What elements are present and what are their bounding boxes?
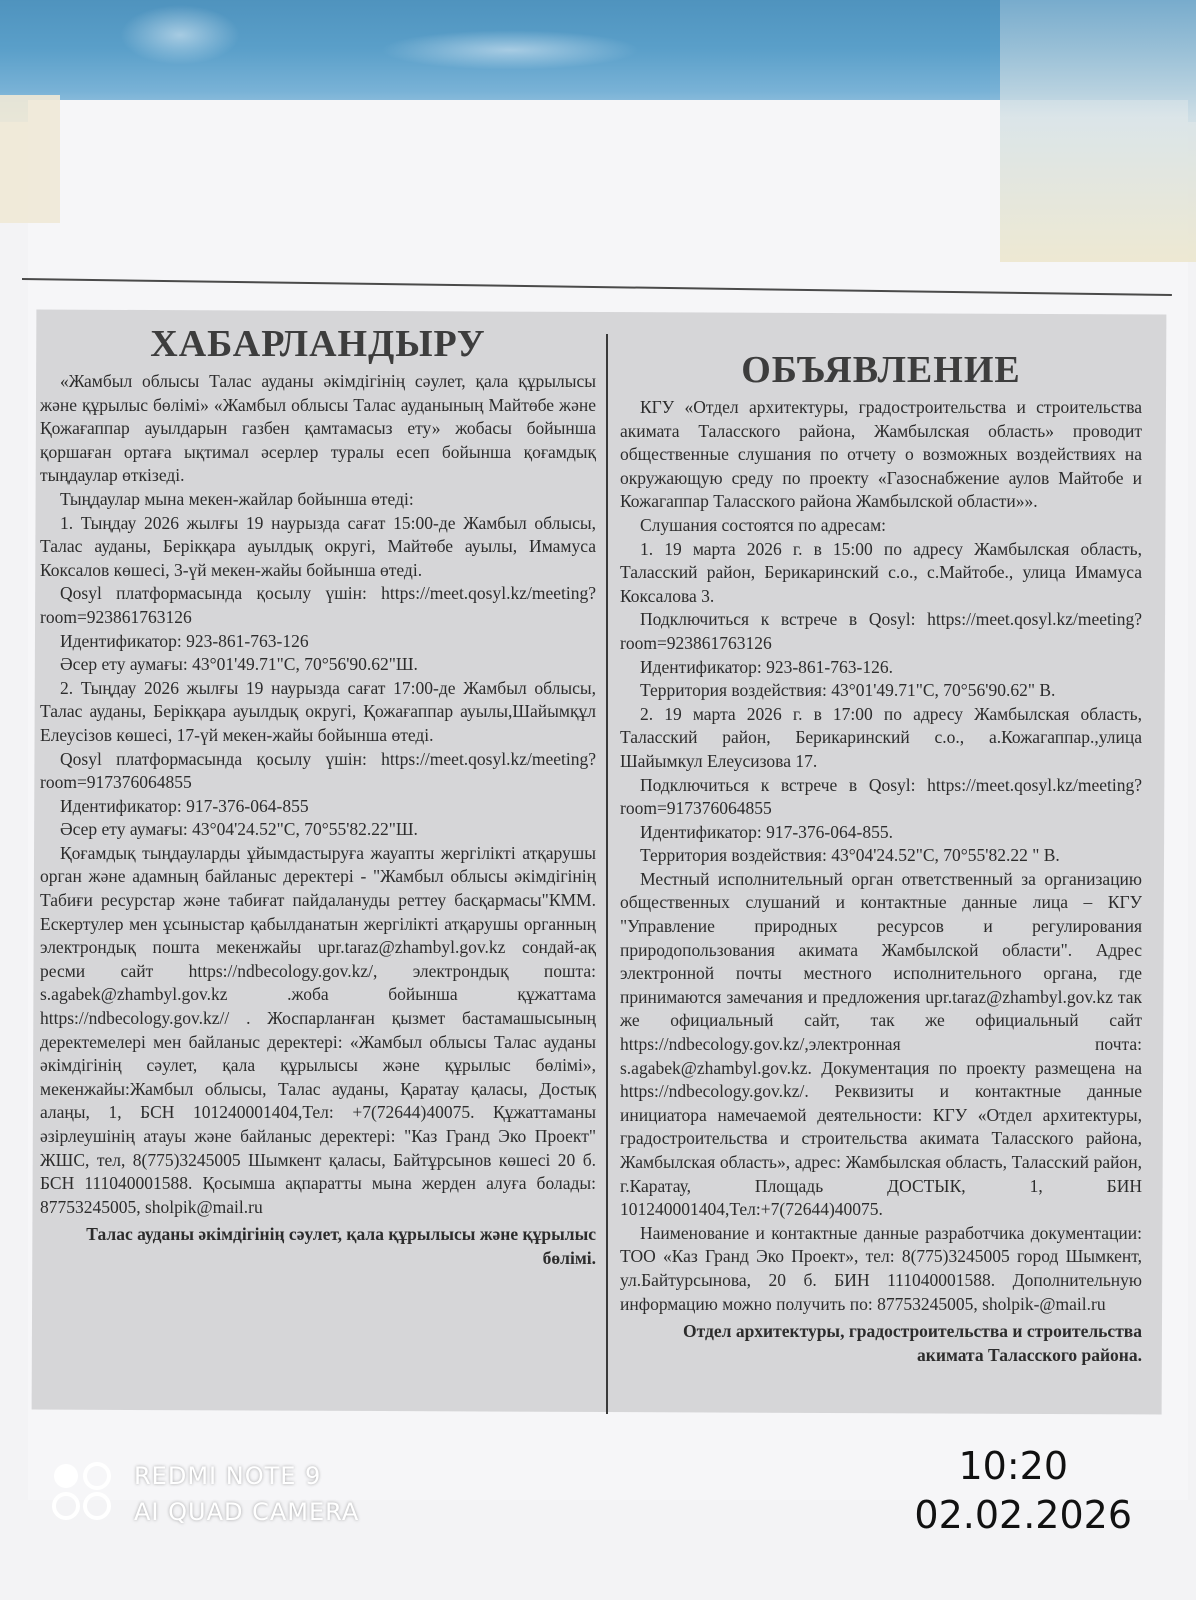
kz-paragraph: Әсер ету аумағы: 43°01'49.71"С, 70°56'90.62"Ш. — [60, 654, 418, 675]
kz-paragraph: Қоғамдық тыңдауларды ұйымдастыруға жауапты жергілікті атқарушы орган және адамның байланыс деректері - "Жамбыл облысы әкімдігінің Табиғи ресурстар және табиғат пайдалануды реттеу басқармасы"КММ. Ескертулер мен ұсыныстар қабылданатын жергілікті атқарушы органның электрондық пошта мекенжайы upr.taraz@zhambyl.gov.kz сондай-ақ ресми сайт https://ndbecology.gov.kz/, электрондық пошта: s.agabek@zhambyl.gov.kz .жоба бойынша құжаттама https://ndbecology.gov.kz// . Жоспарланған қызмет бастамашысының деректемелері мен байланыс деректері: «Жамбыл облысы Талас ауданы әкімдігінің сәулет, қала құрылысы және құрылыс бөлімі», мекенжайы:Жамбыл облысы, Талас ауданы, Қаратау қаласы, Достық алаңы, 1, БСН 101240001404,Тел: +7(72644)40075. Құжаттаманы әзірлеушінің атауы және байланыс деректері: "Каз Гранд Эко Проект" ЖШС, тел, 8(775)3245005 Шымкент қаласы, Байтұрсынов көшесі 20 б. БСН 111040001588. Қосымша ақпаратты мына жерден алуға болады: 87753245005, sholpik@mail.ru — [40, 842, 596, 1217]
tape-left — [0, 95, 60, 223]
ru-paragraph: Подключиться к встрече в Qosyl: https://meet.qosyl.kz/meeting?room=917376064855 — [620, 774, 1142, 819]
kz-paragraph: Qosyl платформасында қосылу үшін: https://meet.qosyl.kz/meeting?room=923861763126 — [40, 583, 596, 627]
kz-paragraph: Тыңдаулар мына мекен-жайлар бойынша өтеді: — [60, 488, 414, 509]
kz-paragraph: 2. Тыңдау 2026 жылғы 19 наурызда сағат 17:00-де Жамбыл облысы, Талас ауданы, Берікқара ауылдық округі, Қожағаппар ауылы,Шайымқұл Елеусізов көшесі, 17-үй мекен-жайы бойынша өтеді. — [40, 677, 596, 745]
ru-paragraph: Территория воздействия: 43°01'49.71"С, 70°56'90.62" В. — [640, 680, 1056, 701]
ru-paragraph: Слушания состоятся по адресам: — [640, 514, 887, 535]
camera-watermark — [52, 1458, 359, 1530]
kz-paragraph: Qosyl платформасында қосылу үшін: https://meet.qosyl.kz/meeting?room=917376064855 — [40, 748, 596, 793]
kz-paragraph: Идентификатор: 917-376-064-855 — [60, 795, 309, 816]
kz-paragraph: Идентификатор: 923-861-763-126 — [60, 630, 309, 651]
column-divider — [606, 334, 608, 1414]
kz-paragraph: «Жамбыл облысы Талас ауданы әкімдігінің сәулет, қала құрылысы және құрылыс бөлімі» «Жамбыл облысы Талас ауданының Майтөбе және Қожағаппар ауылдарын газбен қамтамасыз ету» жобасы бойынша қоршаған ортаға ықтимал әсерлер туралы есеп бойынша қоғамдық тыңдаулар өткізеді. — [40, 371, 596, 486]
russian-column — [620, 348, 1142, 1367]
date-label: 02.02.2026 — [914, 1493, 1132, 1537]
kazakh-column — [40, 322, 596, 1271]
ru-paragraph: Идентификатор: 923-861-763-126. — [640, 656, 893, 677]
ru-paragraph: КГУ «Отдел архитектуры, градостроительства и строительства акимата Таласского района, Жамбылская область» проводит общественные слушания по отчету о возможных воздействиях на окружающую среду по проекту «Газоснабжение аулов Майтобе и Кожагаппар Таласского района Жамбылской области»». — [620, 397, 1142, 512]
quad-camera-logo-icon — [50, 1460, 114, 1522]
kz-paragraph: Әсер ету аумағы: 43°04'24.52"С, 70°55'82.22"Ш. — [60, 819, 418, 840]
tape-right — [1000, 0, 1196, 262]
timestamp — [914, 1442, 1132, 1540]
kz-signature: Талас ауданы әкімдігінің сәулет, қала құрылысы және құрылыс бөлімі. — [86, 1224, 596, 1268]
ru-paragraph: 2. 19 марта 2026 г. в 17:00 по адресу Жамбылская область, Таласский район, Берикаринский с.о., а.Кожагаппар.,улица Шайымкул Елеусизова 17. — [620, 703, 1142, 771]
peeling-paint — [120, 5, 240, 65]
ru-paragraph: Идентификатор: 917-376-064-855. — [640, 821, 893, 842]
device-name: REDMI NOTE 9 — [134, 1462, 322, 1490]
russian-heading: ОБЪЯВЛЕНИЕ — [741, 349, 1021, 391]
ru-paragraph: 1. 19 марта 2026 г. в 15:00 по адресу Жамбылская область, Таласский район, Берикаринский с.о., с.Майтобе., улица Имамуса Коксалова 3. — [620, 538, 1142, 606]
ru-paragraph: Подключиться к встрече в Qosyl: https://meet.qosyl.kz/meeting?room=923861763126 — [620, 609, 1142, 653]
time-label: 10:20 — [958, 1444, 1068, 1488]
ru-signature: Отдел архитектуры, градостроительства и строительства акимата Таласского района. — [683, 1321, 1142, 1365]
ru-paragraph: Территория воздействия: 43°04'24.52"С, 70°55'82.22 " В. — [640, 845, 1060, 866]
camera-name: AI QUAD CAMERA — [134, 1498, 360, 1526]
kz-paragraph: 1. Тыңдау 2026 жылғы 19 наурызда сағат 15:00-де Жамбыл облысы, Талас ауданы, Берікқара ауылдық округі, Майтөбе ауылы, Имамуса Коксалов көшесі, 3-үй мекен-жайы бойынша өтеді. — [40, 512, 596, 580]
kazakh-heading: ХАБАРЛАНДЫРУ — [150, 323, 486, 365]
ru-paragraph: Местный исполнительный орган ответственный за организацию общественных слушаний и контактные данные лица – КГУ "Управление природных ресурсов и регулирования природопользования акимата Жамбылской области". Адрес электронной почты местного исполнительного органа, где принимаются замечания и предложения upr.taraz@zhambyl.gov.kz так же официальный сайт, так же официальный сайт https://ndbecology.gov.kz/,электронная почта: s.agabek@zhambyl.gov.kz. Документация по проекту размещена на https://ndbecology.gov.kz/. Реквизиты и контактные данные инициатора намечаемой деятельности: КГУ «Отдел архитектуры, градостроительства и строительства акимата Таласского района, Жамбылская область», адрес: Жамбылская область, Таласский район, г.Каратау, Площадь ДОСТЫК, 1, БИН 101240001404,Тел:+7(72644)40075. — [620, 868, 1142, 1220]
peeling-paint — [380, 30, 640, 70]
ru-paragraph: Наименование и контактные данные разработчика документации: ТОО «Каз Гранд Эко Проект», тел: 8(775)3245005 город Шымкент, ул.Байтурсынова, 20 б. БИН 111040001588. Дополнительную информацию можно получить по: 87753245005, sholpik-@mail.ru — [620, 1222, 1142, 1314]
